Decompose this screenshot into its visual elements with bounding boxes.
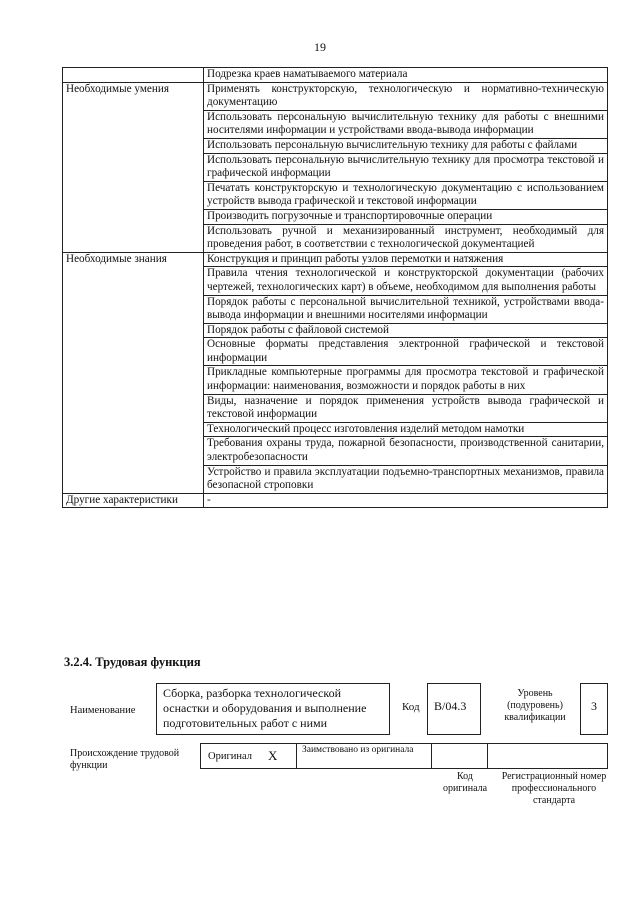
level-label: Уровень (подуровень) квалификации	[504, 688, 566, 723]
code-value-box	[427, 683, 481, 735]
level-value-box	[580, 683, 608, 735]
row-item: Основные форматы представления электронной графической и текстовой информации	[204, 338, 608, 366]
name-value-box	[156, 683, 390, 735]
name-label: Наименование	[70, 705, 136, 716]
origin-divider-3	[487, 743, 488, 769]
row-item: Производить погрузочные и транспортировочные операции	[204, 209, 608, 224]
row-item: Устройство и правила эксплуатации подъемно-транспортных механизмов, правила безопасной строповки	[204, 465, 608, 493]
row-item: Печатать конструкторскую и технологическую документацию с использованием устройств вывода графической и текстовой информации	[204, 181, 608, 209]
row-label	[63, 68, 204, 83]
page-number: 19	[314, 40, 326, 54]
row-item: Порядок работы с файловой системой	[204, 323, 608, 338]
row-item: Применять конструкторскую, технологическую и нормативно-техническую документацию	[204, 82, 608, 110]
original-mark: X	[268, 748, 278, 763]
row-item: Использовать персональную вычислительную технику для работы с внешними носителями информации и устройствами ввода-вывода информации	[204, 110, 608, 138]
row-item: Использовать ручной и механизированный инструмент, необходимый для проведения работ, в соответствии с технологической документацией	[204, 224, 608, 252]
row-label: Другие характеристики	[63, 493, 204, 508]
table-row	[63, 82, 608, 110]
row-item: Использовать персональную вычислительную технику для работы с файлами	[204, 138, 608, 153]
row-label: Необходимые умения	[63, 82, 204, 252]
level-value: 3	[591, 699, 597, 713]
table-row	[63, 493, 608, 508]
row-label: Необходимые знания	[63, 252, 204, 493]
row-item: Технологический процесс изготовления изделий методом намотки	[204, 422, 608, 437]
row-item: Правила чтения технологической и конструкторской документации (рабочих чертежей, технологических карт) в объеме, необходимом для выполнения работы	[204, 267, 608, 295]
row-item: Использовать персональную вычислительную технику для просмотра текстовой и графической информации	[204, 153, 608, 181]
requirements-table	[62, 67, 608, 508]
table-row	[63, 68, 608, 83]
row-item: Прикладные компьютерные программы для просмотра текстовой и графической информации: наименования, возможности и порядок работы в них	[204, 366, 608, 394]
name-value: Сборка, разборка технологической оснастки и оборудования и выполнение подготовительных работ с ними	[163, 686, 367, 730]
row-item: Виды, назначение и порядок применения устройств вывода графической и текстовой информации	[204, 394, 608, 422]
origin-divider-1	[296, 743, 297, 769]
borrowed-label: Заимствовано из оригинала	[302, 745, 414, 755]
origin-divider-2	[431, 743, 432, 769]
row-item: -	[204, 493, 608, 508]
code-label: Код	[402, 701, 420, 713]
code-value: B/04.3	[434, 699, 467, 713]
row-item: Порядок работы с персональной вычислительной техникой, устройствами ввода-вывода информации и внешними носителями информации	[204, 295, 608, 323]
origin-label: Происхождение трудовой функции	[70, 748, 180, 771]
row-item: Конструкция и принцип работы узлов перемотки и натяжения	[204, 252, 608, 267]
row-item: Требования охраны труда, пожарной безопасности, производственной санитарии, электробезопасности	[204, 437, 608, 465]
original-label: Оригинал	[208, 751, 252, 762]
table-row	[63, 252, 608, 267]
reg-number-label: Регистрационный номер профессионального стандарта	[501, 771, 607, 806]
code-original-label: Код оригинала	[442, 771, 488, 794]
row-item: Подрезка краев наматываемого материала	[204, 68, 608, 83]
section-title: 3.2.4. Трудовая функция	[64, 655, 201, 669]
